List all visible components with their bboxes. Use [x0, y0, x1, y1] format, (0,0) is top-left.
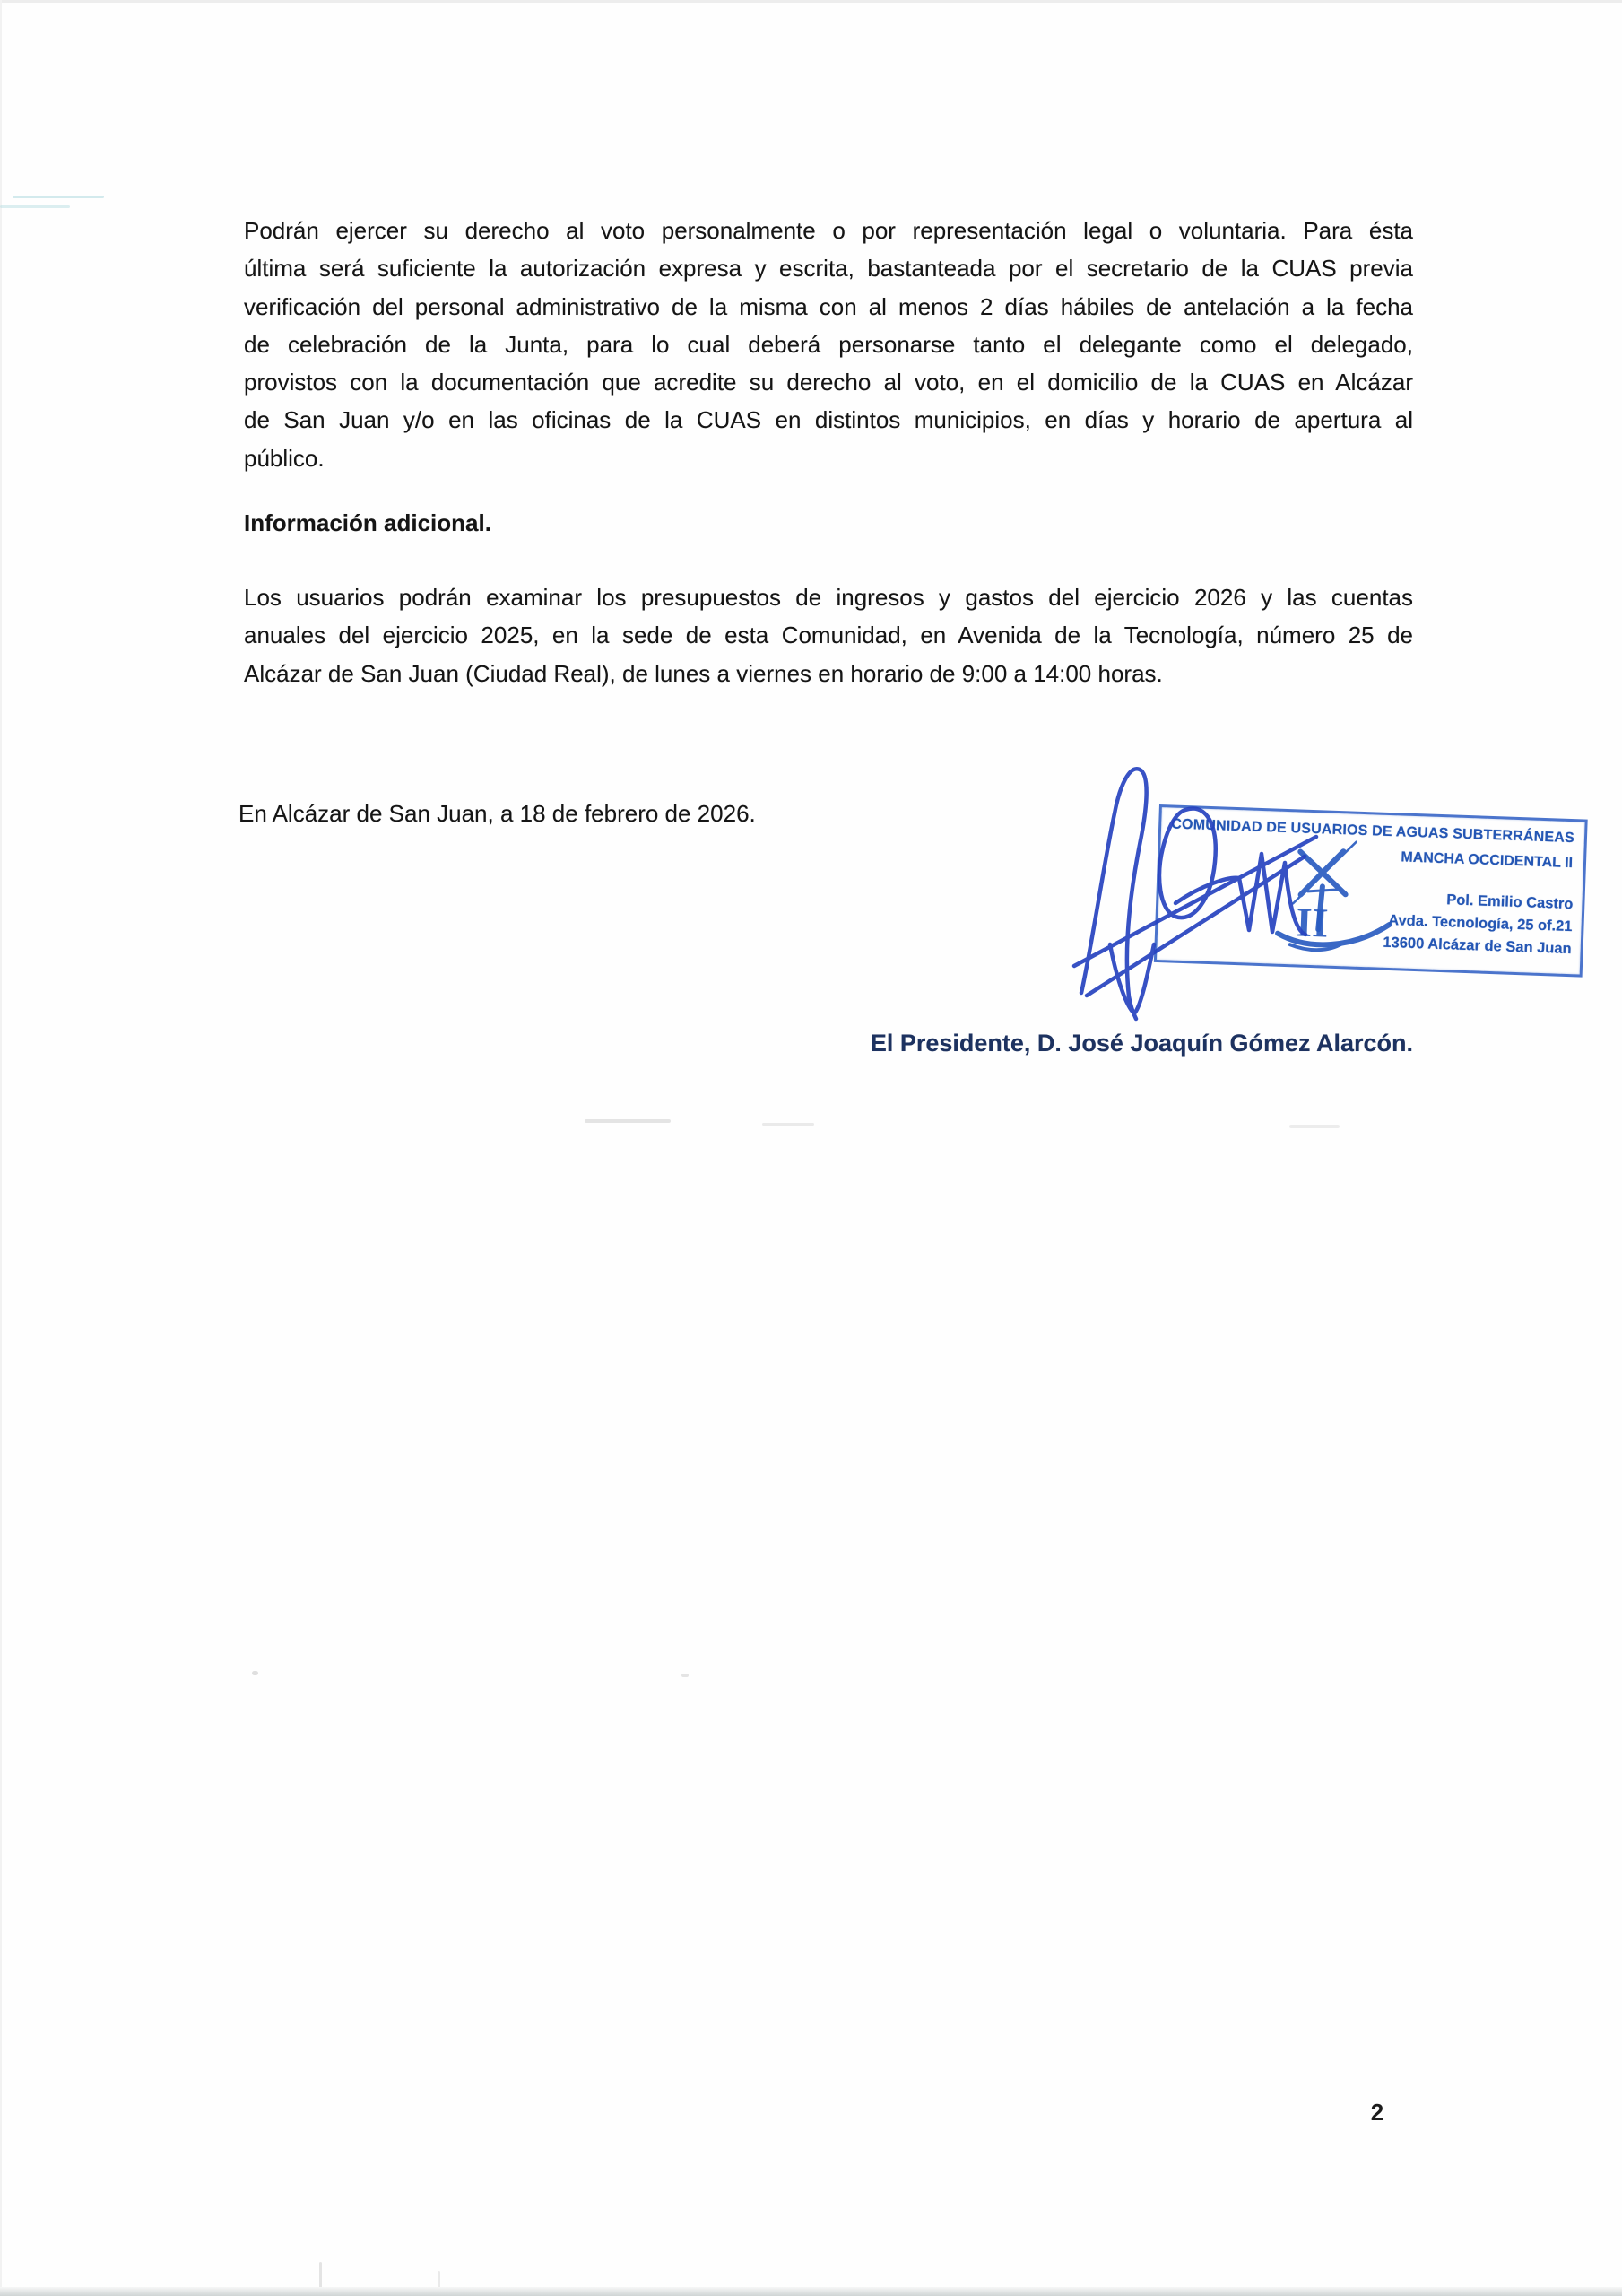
text-line: de San Juan y/o en las oficinas de la CUAS en distintos municipios, en días y horario de apertura al — [244, 406, 1413, 434]
paragraph-budget-review — [244, 578, 1413, 692]
paragraph-voting-rights — [244, 212, 1413, 477]
text-line: última será suficiente la autorización expresa y escrita, bastanteada por el secretario de la CUAS previa — [244, 255, 1413, 283]
scan-artifact — [681, 1674, 689, 1677]
text-line: de celebración de la Junta, para lo cual deberá personarse tanto el delegante como el delegado, — [244, 330, 1413, 358]
stamp-logo-numeral: II — [1295, 899, 1330, 946]
text-line: público. — [244, 444, 325, 472]
stamp-org-name: COMUNIDAD DE USUARIOS DE AGUAS SUBTERRÁNEAS — [1171, 816, 1575, 847]
text-line: provistos con la documentación que acredite su derecho al voto, en el domicilio de la CUAS en Alcázar — [244, 369, 1413, 396]
page-number: 2 — [1370, 2099, 1384, 2126]
text-line: Los usuarios podrán examinar los presupuestos de ingresos y gastos del ejercicio 2026 y las cuentas — [244, 584, 1413, 611]
text-line: anuales del ejercicio 2025, en la sede de esta Comunidad, en Avenida de la Tecnología, número 25 de — [244, 622, 1413, 649]
scan-artifact — [13, 196, 104, 198]
text-line: Alcázar de San Juan (Ciudad Real), de lunes a viernes en horario de 9:00 a 14:00 horas. — [244, 659, 1163, 687]
text-line: Podrán ejercer su derecho al voto personalmente o por representación legal o voluntaria. Para ésta — [244, 217, 1413, 244]
scan-artifact — [252, 1671, 258, 1675]
scan-edge-bottom — [0, 2287, 1622, 2296]
scan-artifact — [762, 1123, 814, 1126]
scan-artifact — [1289, 1125, 1340, 1128]
scan-artifact — [319, 2262, 322, 2289]
date-place-line: En Alcázar de San Juan, a 18 de febrero de 2026. — [239, 800, 756, 827]
stamp-address-line1: Pol. Emilio Castro — [1445, 891, 1574, 913]
scan-artifact — [585, 1119, 671, 1123]
scan-artifact — [0, 205, 70, 208]
stamp-address-line2: Avda. Tecnología, 25 of.21 — [1387, 911, 1573, 935]
president-signature-line: El Presidente, D. José Joaquín Gómez Alarcón. — [870, 1030, 1413, 1057]
stamp-address-line3: 13600 Alcázar de San Juan — [1383, 934, 1572, 958]
text-line: verificación del personal administrativo de la misma con al menos 2 días hábiles de antelación a la fecha — [244, 292, 1413, 320]
scan-edge-left — [0, 0, 2, 2296]
section-heading-additional-info: Información adicional. — [244, 509, 491, 536]
scan-edge-top — [0, 0, 1622, 3]
stamp-org-subname: MANCHA OCCIDENTAL II — [1401, 849, 1574, 872]
handwritten-signature — [1013, 731, 1444, 1040]
